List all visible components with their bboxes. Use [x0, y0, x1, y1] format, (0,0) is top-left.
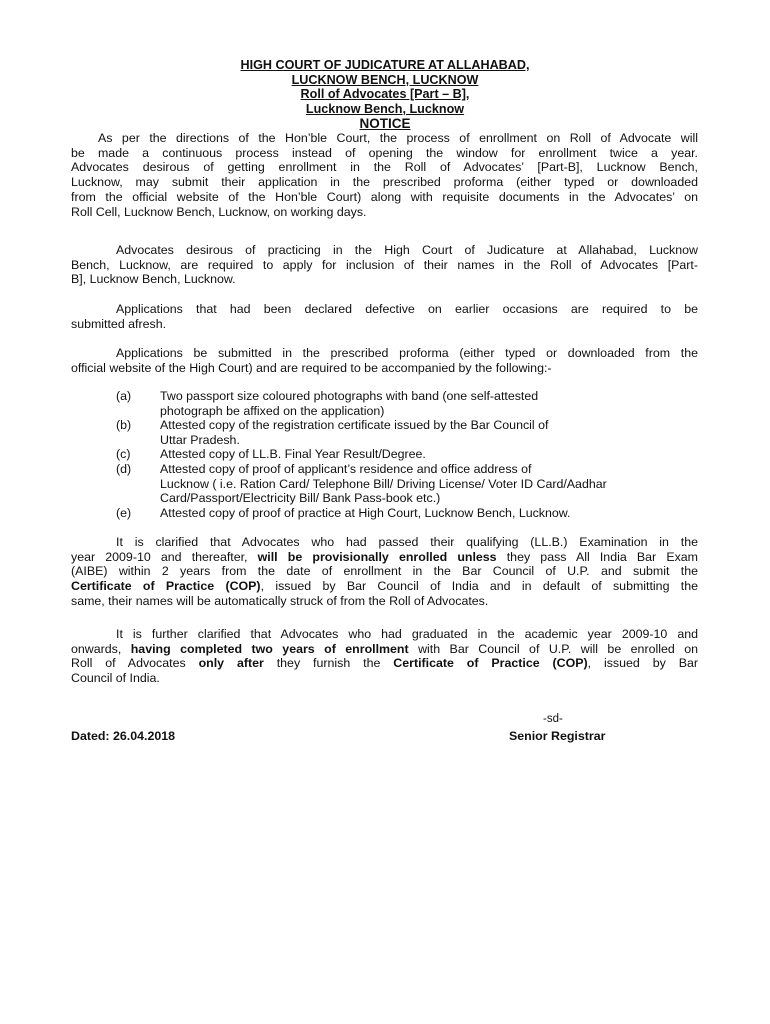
- paragraph-2: [71, 243, 698, 287]
- paragraph-line: Lucknow, may submit their application in the prescribed proforma (either typed or downloaded: [71, 175, 698, 190]
- bold-phrase: Certificate of Practice (COP): [71, 579, 261, 594]
- paragraph-4: [71, 346, 698, 375]
- paragraph-line: As per the directions of the Hon’ble Court, the process of enrollment on Roll of Advocate will: [98, 131, 698, 145]
- paragraph-line: Council of India.: [71, 671, 160, 686]
- paragraph-line: Roll of Advocates only after they furnish the Certificate of Practice (COP), issued by Bar: [71, 656, 698, 671]
- list-item-line: Two passport size coloured photographs with band (one self-attested: [160, 389, 539, 403]
- list-item-line: Card/Passport/Electricity Bill/ Bank Pass-book etc.): [160, 491, 441, 506]
- list-item: [116, 506, 698, 521]
- paragraph-line: It is clarified that Advocates who had passed their qualifying (LL.B.) Examination in the: [116, 535, 698, 549]
- list-item-line: Uttar Pradesh.: [160, 432, 240, 447]
- paragraph-line: Roll Cell, Lucknow Bench, Lucknow, on working days.: [71, 204, 367, 219]
- list-item-line: Attested copy of the registration certificate issued by the Bar Council of: [160, 418, 549, 433]
- paragraph-3: [71, 302, 698, 331]
- paragraph-line: Bench, Lucknow, are required to apply for inclusion of their names in the Roll of Advocates [Part-: [71, 257, 698, 272]
- bold-phrase: only after: [198, 656, 264, 671]
- list-item-line: photograph be affixed on the application): [160, 403, 385, 418]
- header-bench-name: LUCKNOW BENCH, LUCKNOW: [291, 72, 479, 87]
- paragraph-6: [71, 627, 698, 686]
- paragraph-line: (AIBE) within 2 years from the date of enrollment in the Bar Council of U.P. and submit the: [71, 564, 698, 579]
- list-item: [116, 418, 698, 447]
- paragraph-line: Certificate of Practice (COP), issued by Bar Council of India and in default of submitting the: [71, 579, 698, 594]
- paragraph-line: official website of the High Court) and are required to be accompanied by the following:-: [71, 360, 552, 375]
- paragraph-line: Advocates desirous of practicing in the High Court of Judicature at Allahabad, Lucknow: [116, 243, 698, 257]
- list-item-label: (d): [116, 461, 132, 476]
- list-item-line: Attested copy of LL.B. Final Year Result/Degree.: [160, 447, 426, 462]
- list-item: [116, 447, 698, 462]
- list-item: [116, 462, 698, 506]
- signature-mark: -sd-: [543, 713, 563, 725]
- paragraph-line: Applications be submitted in the prescribed proforma (either typed or downloaded from the: [116, 346, 698, 360]
- list-item-label: (a): [116, 389, 132, 403]
- list-item-line: Lucknow ( i.e. Ration Card/ Telephone Bill/ Driving License/ Voter ID Card/Aadhar: [160, 476, 607, 491]
- bold-phrase: Certificate of Practice (COP): [393, 656, 588, 671]
- header-bench-location: Lucknow Bench, Lucknow: [305, 101, 465, 116]
- list-item-line: Attested copy of proof of practice at High Court, Lucknow Bench, Lucknow.: [160, 505, 571, 520]
- list-item-line: Attested copy of proof of applicant’s residence and office address of: [160, 461, 532, 476]
- header-roll-title: Roll of Advocates [Part – B],: [300, 87, 470, 101]
- header-court-name: HIGH COURT OF JUDICATURE AT ALLAHABAD,: [240, 58, 530, 72]
- notice-header: [0, 58, 770, 132]
- requirements-list: [116, 389, 698, 520]
- dated-line: Dated: 26.04.2018: [71, 729, 176, 743]
- paragraph-line: year 2009-10 and thereafter, will be provisionally enrolled unless they pass All India Bar Exam: [71, 549, 698, 564]
- paragraph-line: be made a continuous process instead of opening the window for enrollment twice a year.: [71, 145, 698, 160]
- paragraph-line: Advocates desirous of getting enrollment in the Roll of Advocates’ [Part-B], Lucknow Bench,: [71, 160, 698, 175]
- paragraph-line: onwards, having completed two years of enrollment with Bar Council of U.P. will be enrolled on: [71, 641, 698, 656]
- paragraph-line: B], Lucknow Bench, Lucknow.: [71, 272, 236, 287]
- bold-phrase: having completed two years of enrollment: [130, 641, 409, 656]
- list-item-label: (e): [116, 505, 132, 520]
- paragraph-1: [71, 131, 698, 219]
- list-item: [116, 389, 698, 418]
- paragraph-line: It is further clarified that Advocates who had graduated in the academic year 2009-10 and: [116, 627, 698, 641]
- bold-phrase: will be provisionally enrolled unless: [257, 549, 497, 564]
- paragraph-line: same, their names will be automatically struck of from the Roll of Advocates.: [71, 593, 489, 608]
- list-item-label: (c): [116, 447, 131, 462]
- list-item-label: (b): [116, 418, 132, 433]
- signatory-designation: Senior Registrar: [509, 729, 606, 743]
- paragraph-line: from the official website of the Hon’ble Court) along with requisite documents in the Advocates’ on: [71, 189, 698, 204]
- paragraph-5: [71, 535, 698, 609]
- paragraph-line: submitted afresh.: [71, 316, 167, 331]
- header-notice-title: NOTICE: [359, 116, 411, 131]
- paragraph-line: Applications that had been declared defective on earlier occasions are required to be: [116, 302, 698, 316]
